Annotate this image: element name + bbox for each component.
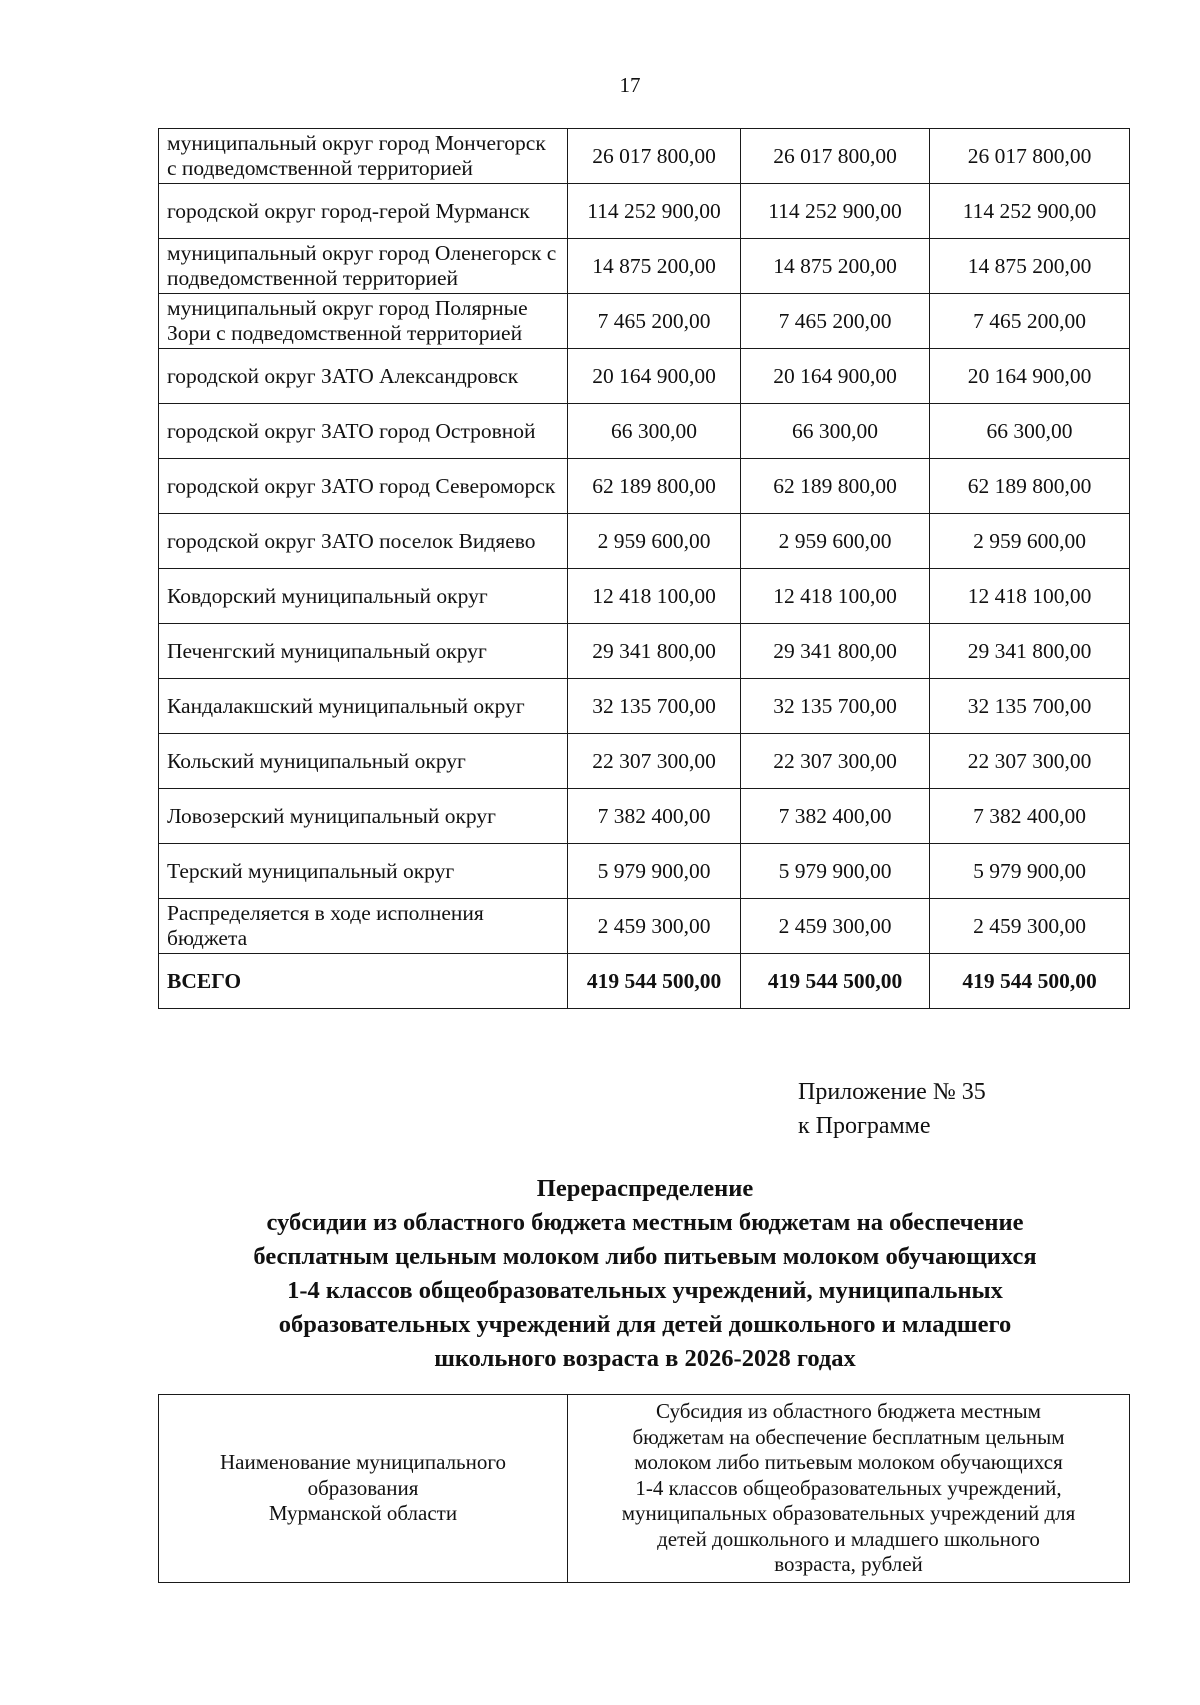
amount-2026: 22 307 300,00 [568,734,741,789]
section-heading [160,1172,1130,1376]
amount-2026: 14 875 200,00 [568,239,741,294]
amount-2027: 7 382 400,00 [741,789,930,844]
table-row [159,624,1130,679]
amount-2027: 22 307 300,00 [741,734,930,789]
total-label: ВСЕГО [159,954,568,1009]
table-row [159,459,1130,514]
table-row [159,789,1130,844]
amount-2026: 32 135 700,00 [568,679,741,734]
amount-2028: 14 875 200,00 [930,239,1130,294]
amount-2026: 2 459 300,00 [568,899,741,954]
amount-2028: 29 341 800,00 [930,624,1130,679]
amount-2028: 12 418 100,00 [930,569,1130,624]
amount-2028: 7 465 200,00 [930,294,1130,349]
heading-line-5: образовательных учреждений для детей дошкольного и младшего [278,1311,1012,1338]
amount-2028: 20 164 900,00 [930,349,1130,404]
table-row [159,404,1130,459]
amount-2027: 14 875 200,00 [741,239,930,294]
table-row [159,569,1130,624]
header-subsidy-line-5: муниципальных образовательных учреждений для [621,1501,1076,1525]
amount-2026: 29 341 800,00 [568,624,741,679]
table-row [159,294,1130,349]
header-subsidy-line-6: детей дошкольного и младшего школьного [657,1526,1040,1551]
header-subsidy-line-3: молоком либо питьевым молоком обучающихся [634,1450,1063,1474]
header-municipality [159,1395,568,1583]
amount-2026: 2 959 600,00 [568,514,741,569]
heading-line-4: 1-4 классов общеобразовательных учреждений, муниципальных [287,1277,1003,1304]
amount-2027: 26 017 800,00 [741,129,930,184]
table-row [159,679,1130,734]
heading-line-3: бесплатным цельным молоком либо питьевым молоком обучающихся [253,1243,1037,1270]
amount-2028: 22 307 300,00 [930,734,1130,789]
amount-2026: 114 252 900,00 [568,184,741,239]
page-number: 17 [619,73,641,97]
amount-2027: 5 979 900,00 [741,844,930,899]
amount-2027: 66 300,00 [741,404,930,459]
header-subsidy-line-4: 1-4 классов общеобразовательных учреждений, [635,1475,1062,1500]
amount-2027: 12 418 100,00 [741,569,930,624]
municipality-name: городской округ город-герой Мурманск [159,184,568,239]
amount-2028: 26 017 800,00 [930,129,1130,184]
amount-2026: 5 979 900,00 [568,844,741,899]
header-subsidy-line-7: возраста, рублей [774,1552,923,1576]
amount-2026: 7 465 200,00 [568,294,741,349]
table-row [159,184,1130,239]
subsidy-header-row [159,1395,1130,1583]
amount-2028: 114 252 900,00 [930,184,1130,239]
municipality-name: муниципальный округ город Оленегорск с подведомственной территорией [159,239,568,294]
header-subsidy-line-1: Субсидия из областного бюджета местным [656,1399,1041,1423]
subsidy-table-header [158,1394,1130,1583]
table-row [159,514,1130,569]
amount-2027: 20 164 900,00 [741,349,930,404]
total-2027: 419 544 500,00 [741,954,930,1009]
amount-2026: 26 017 800,00 [568,129,741,184]
amount-2026: 7 382 400,00 [568,789,741,844]
header-municipality-line-1: Наименование муниципального [220,1450,506,1474]
allocation-table [158,128,1130,1009]
municipality-name: городской округ ЗАТО поселок Видяево [159,514,568,569]
amount-2027: 114 252 900,00 [741,184,930,239]
amount-2026: 66 300,00 [568,404,741,459]
table-row [159,844,1130,899]
table-row [159,349,1130,404]
amount-2026: 20 164 900,00 [568,349,741,404]
header-subsidy [568,1395,1130,1583]
amount-2027: 29 341 800,00 [741,624,930,679]
amount-2027: 62 189 800,00 [741,459,930,514]
amount-2026: 62 189 800,00 [568,459,741,514]
amount-2027: 2 459 300,00 [741,899,930,954]
municipality-name: Кандалакшский муниципальный округ [159,679,568,734]
table-row [159,734,1130,789]
allocation-table-body [159,129,1130,1009]
heading-line-6: школьного возраста в 2026-2028 годах [434,1345,856,1372]
municipality-name: Ковдорский муниципальный округ [159,569,568,624]
table-row [159,129,1130,184]
municipality-name: Печенгский муниципальный округ [159,624,568,679]
amount-2027: 32 135 700,00 [741,679,930,734]
appendix-number: Приложение № 35 [798,1079,986,1105]
header-municipality-line-3: Мурманской области [268,1501,458,1525]
amount-2027: 7 465 200,00 [741,294,930,349]
municipality-name: муниципальный округ город Полярные Зори с подведомственной территорией [159,294,568,349]
appendix-program: к Программе [798,1113,931,1139]
municipality-name: Распределяется в ходе исполнения бюджета [159,899,568,954]
table-row [159,899,1130,954]
total-2026: 419 544 500,00 [568,954,741,1009]
heading-line-1: Перераспределение [536,1175,754,1202]
municipality-name: городской округ ЗАТО город Североморск [159,459,568,514]
amount-2026: 12 418 100,00 [568,569,741,624]
amount-2028: 2 459 300,00 [930,899,1130,954]
municipality-name: муниципальный округ город Мончегорск с подведомственной территорией [159,129,568,184]
table-row [159,239,1130,294]
total-2028: 419 544 500,00 [930,954,1130,1009]
municipality-name: Кольский муниципальный округ [159,734,568,789]
header-municipality-line-2: образования [307,1475,419,1500]
municipality-name: городской округ ЗАТО Александровск [159,349,568,404]
amount-2028: 32 135 700,00 [930,679,1130,734]
total-row [159,954,1130,1009]
header-subsidy-line-2: бюджетам на обеспечение бесплатным цельным [632,1424,1065,1449]
amount-2027: 2 959 600,00 [741,514,930,569]
municipality-name: Терский муниципальный округ [159,844,568,899]
amount-2028: 66 300,00 [930,404,1130,459]
amount-2028: 62 189 800,00 [930,459,1130,514]
heading-line-2: субсидии из областного бюджета местным бюджетам на обеспечение [266,1209,1024,1236]
amount-2028: 7 382 400,00 [930,789,1130,844]
municipality-name: городской округ ЗАТО город Островной [159,404,568,459]
amount-2028: 2 959 600,00 [930,514,1130,569]
appendix-note [798,1075,986,1143]
municipality-name: Ловозерский муниципальный округ [159,789,568,844]
amount-2028: 5 979 900,00 [930,844,1130,899]
